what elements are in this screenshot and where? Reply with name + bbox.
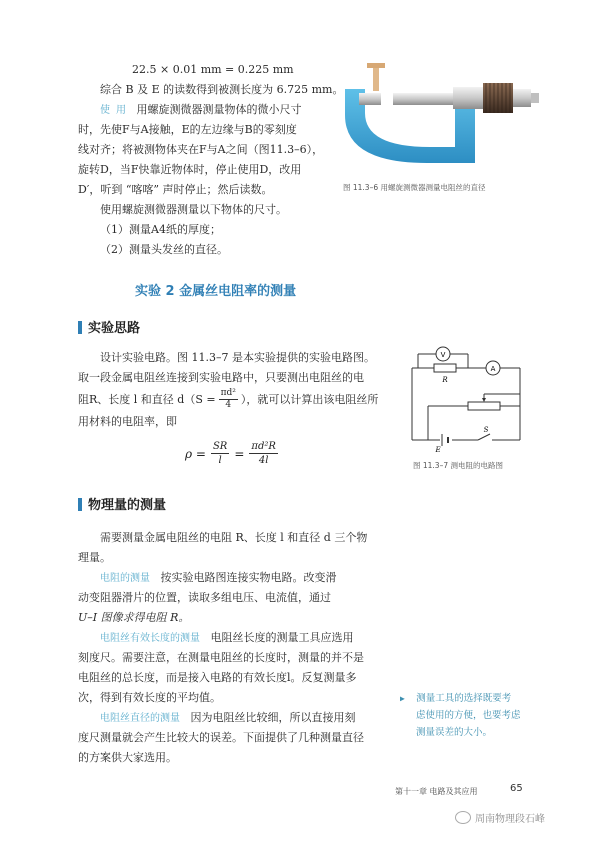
side-note-line-3: 测量误差的大小。 <box>416 727 493 738</box>
experiment-title: 实验 2 金属丝电阻率的测量 <box>135 284 297 299</box>
length-line-4: 次，得到有效长度的平均值。 <box>78 691 221 704</box>
side-note-line-2: 虑使用的方便，也要考虑 <box>416 710 521 721</box>
idea-line-1: 设计实验电路。图 11.3–7 是本实验提供的实验电路图。 <box>100 351 375 364</box>
micrometer-image <box>335 55 545 175</box>
reading-result: 综合 B 及 E 的读数得到被测长度为 6.725 mm。 <box>100 83 344 96</box>
use-line-5: D′，听到 “喀喀” 声时停止；然后读数。 <box>78 183 273 196</box>
switch-label: S <box>483 426 489 434</box>
triangle-icon: ▶ <box>400 694 405 703</box>
idea-line-2: 取一段金属电阻丝连接到实验电路中，只要测出电阻丝的电 <box>78 371 364 384</box>
use-line-4: 旋转D，当F快靠近物体时，停止使用D，改用 <box>78 163 302 176</box>
idea-line-3: 阻R、长度 l 和直径 d（S = $\frac{\text{πd²}}{4}$ ），就可以计算出该电阻丝所 <box>78 388 379 410</box>
footer-chapter: 第十一章 电路及其应用 <box>395 787 478 796</box>
heading-bar <box>78 321 82 334</box>
side-note <box>400 690 521 741</box>
diameter-line-3: 的方案供大家选用。 <box>78 751 177 764</box>
calc-line: 22.5 × 0.01 mm = 0.225 mm <box>132 63 294 76</box>
section-heading-idea: 实验思路 <box>78 317 140 336</box>
voltmeter-label: V <box>440 351 446 359</box>
resistance-line-2: 动变阻器滑片的位置，读取多组电压、电流值，通过 <box>78 591 331 604</box>
diameter-label: 电阻丝直径的测量 <box>100 713 180 724</box>
diameter-line-1: 电阻丝直径的测量 因为电阻丝比较细，所以直接用刻 <box>100 711 356 724</box>
resistance-line-3: U–I 图像求得电阻 R。 <box>78 611 190 624</box>
resistance-line-1: 电阻的测量 按实验电路图连接实物电路。改变滑 <box>100 571 337 584</box>
length-line-1: 电阻丝有效长度的测量 电阻丝长度的测量工具应选用 <box>100 631 354 644</box>
page-number: 65 <box>510 783 523 794</box>
use-label: 使 用 <box>100 105 127 116</box>
length-line-2: 刻度尺。需要注意，在测量电阻丝的长度时，测量的并不是 <box>78 651 364 664</box>
idea-line-4: 用材料的电阻率，即 <box>78 415 177 428</box>
use-line-3: 线对齐；将被测物体夹在F与A之间（图11.3–6）， <box>78 143 324 156</box>
side-note-line-1: ▶ 测量工具的选择既要考 <box>400 693 512 704</box>
resistance-label: 电阻的测量 <box>100 573 150 584</box>
figure-11-3-7-caption: 图 11.3–7 测电阻的电路图 <box>413 461 503 470</box>
task-item-2: （2）测量头发丝的直径。 <box>100 243 228 256</box>
diameter-line-2: 度尺测量就会产生比较大的误差。下面提供了几种测量直径 <box>78 731 364 744</box>
area-fraction: $\frac{\text{πd²}}{4}$ <box>220 388 236 410</box>
circuit-diagram <box>408 342 528 452</box>
watermark: 周南物理段石峰 <box>455 810 545 825</box>
figure-11-3-6-caption: 图 11.3–6 用螺旋测微器测量电阻丝的直径 <box>343 183 486 192</box>
ammeter-label: A <box>490 365 496 373</box>
heading-bar <box>78 498 82 511</box>
length-line-3: 电阻丝的总长度，而是接入电路的有效长度l。反复测量多 <box>78 671 357 684</box>
wechat-icon <box>455 811 471 824</box>
resistivity-equation: ρ = $\frac{SR}{l}$ = $\frac{\text{πd²R}}{4l}$ <box>185 441 276 466</box>
section-heading-measure: 物理量的测量 <box>78 494 166 513</box>
length-label: 电阻丝有效长度的测量 <box>100 633 200 644</box>
task-item-1: （1）测量A4纸的厚度； <box>100 223 221 236</box>
resistor-label: R <box>442 376 448 384</box>
use-line-1: 使 用 用螺旋测微器测量物体的微小尺寸 <box>100 103 302 116</box>
task-line: 使用螺旋测微器测量以下物体的尺寸。 <box>100 203 287 216</box>
measure-line-2: 理量。 <box>78 551 111 564</box>
battery-label: E <box>435 446 441 452</box>
use-line-2: 时，先使F与A接触，E的左边缘与B的零刻度 <box>78 123 297 136</box>
measure-line-1: 需要测量金属电阻丝的电阻 R、长度 l 和直径 d 三个物 <box>100 531 368 544</box>
